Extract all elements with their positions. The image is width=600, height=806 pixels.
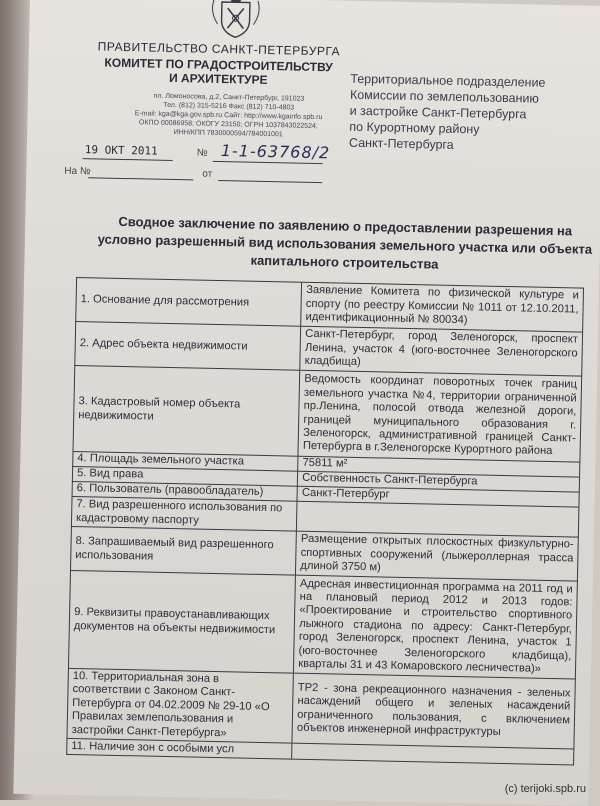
- recipient-line: и застройке Санкт-Петербурга: [349, 103, 527, 122]
- row-value: Собственность Санкт-Петербурга: [298, 471, 580, 492]
- ref-from-label: от: [202, 168, 213, 180]
- recipient-line: Территориальное подразделение: [350, 71, 546, 90]
- row-label: 11. Наличие зон с особыми усл: [67, 738, 293, 759]
- tax-id-line: ИНН/КПП 7830000594/784001001: [173, 129, 283, 139]
- ref-label: На №: [64, 165, 91, 178]
- row-value: Санкт-Петербург, город Зеленогорск, проспект Ленина, участок 4 (юго-восточнее Зеленогорского кладбища): [300, 326, 583, 376]
- recipient-line: Санкт-Петербурга: [348, 135, 454, 152]
- summary-table: [66, 277, 584, 766]
- email-line: E-mail: kga@kga.gov.spb.ru Сайт: http://www.kgainfo.spb.ru: [134, 110, 323, 122]
- recipient-block: [349, 71, 591, 156]
- recipient-line: по Курортному району: [349, 119, 480, 137]
- committee-name-line2: И АРХИТЕКТУРЕ: [168, 70, 268, 87]
- row-value: ТР2 - зона рекреационного назначения - зеленых насаждений общего и зеленых насаждений ограниченного пользования, с включением объектов инженерной инфраструктуры: [292, 673, 575, 749]
- document-title-line1: Сводное заключение по заявлению о предоставлении разрешения на: [118, 213, 573, 239]
- date-rule: [83, 158, 173, 161]
- number-prefix: №: [196, 147, 208, 159]
- registration-codes-line: ОКПО 00086958; ОКОГУ 23150; ОГРН 1037843022524;: [138, 119, 318, 131]
- row-label: 2. Адрес объекта недвижимости: [75, 322, 301, 371]
- committee-name-line1: КОМИТЕТ ПО ГРАДОСТРОИТЕЛЬСТВУ: [104, 55, 333, 75]
- row-value: Санкт-Петербург: [297, 486, 579, 507]
- government-name: ПРАВИТЕЛЬСТВО САНКТ-ПЕТЕРБУРГА: [97, 39, 341, 59]
- document-title-line2: условно разрешенный вид использования земельного участка или объекта: [97, 231, 593, 257]
- date-stamp: 19 ОКТ 2011: [84, 143, 158, 158]
- row-value: Заявление Комитета по физической культуре и спорту (по реестру Комиссии № 1011 от 12.10.2011, идентификационный № 80034): [301, 282, 584, 332]
- row-value: Адресная инвестиционная программа на 2011 год и на плановый период 2012 и 2013 годов: «Проектирование и строительство спортивного лыжного стадиона по адресу: Санкт-Петербург, город Зеленогорск, проспект Ленина, участок 1 (юго-восточнее Зеленогорского кладбища), кварталы 31 и 43 Комаровского лесничества)»: [294, 575, 578, 679]
- row-label: 1. Основание для рассмотрения: [76, 278, 302, 327]
- recipient-line: Комиссии по землепользованию: [349, 87, 539, 106]
- row-label: 5. Вид права: [72, 466, 297, 486]
- document-page: [13, 0, 600, 806]
- row-value: Размещение открытых плоскостных физкультурно-спортивных сооружений (лыжероллерная трасса длиной 3750 м): [296, 531, 579, 581]
- document-title-line3: капитального строительства: [250, 252, 439, 272]
- phone-line: Тел. (812) 315-5216 Факс (812) 710-4803: [163, 101, 295, 112]
- row-label: 7. Вид разрешенного использования по кадастровому паспорту: [71, 496, 297, 531]
- table-row: [68, 570, 577, 679]
- table-row: [73, 365, 582, 462]
- row-label: 3. Кадастровый номер объекта недвижимости: [73, 365, 300, 456]
- row-value: Ведомость координат поворотных точек границ земельного участка №4, территории ограниченной пр.Ленина, полосой отвода железной дороги, границей муниципального образования г. Зеленогорск, административной границей Санкт-Петербурга в г.Зеленогорске Курортного района: [298, 370, 582, 462]
- row-label: 4. Площадь земельного участка: [73, 451, 298, 471]
- handwritten-number: 1-1-63768/2: [220, 141, 331, 163]
- address-line: пл. Ломоносова, д.2, Санкт-Петербург, 191023: [153, 92, 305, 103]
- watermark: (c) terijoki.spb.ru: [504, 783, 586, 795]
- ref-number-rule: [88, 177, 193, 180]
- row-label: 8. Запрашиваемый вид разрешенного использования: [70, 526, 296, 575]
- row-label: 9. Реквизиты правоустанавливающих документов на объекты недвижимости: [68, 570, 295, 673]
- row-label: 10. Территориальная зона в соответствии с Законом Санкт-Петербурга от 04.02.2009 № 29-10 «О Правилах землепользования и застройки Санкт-Петербурга»: [67, 668, 294, 743]
- row-value: 75811 м²: [298, 456, 580, 477]
- row-label: 6. Пользователь (правообладатель): [72, 481, 297, 501]
- coat-of-arms-emblem: [207, 0, 264, 39]
- table-row: [67, 668, 575, 749]
- ref-date-rule: [218, 180, 322, 183]
